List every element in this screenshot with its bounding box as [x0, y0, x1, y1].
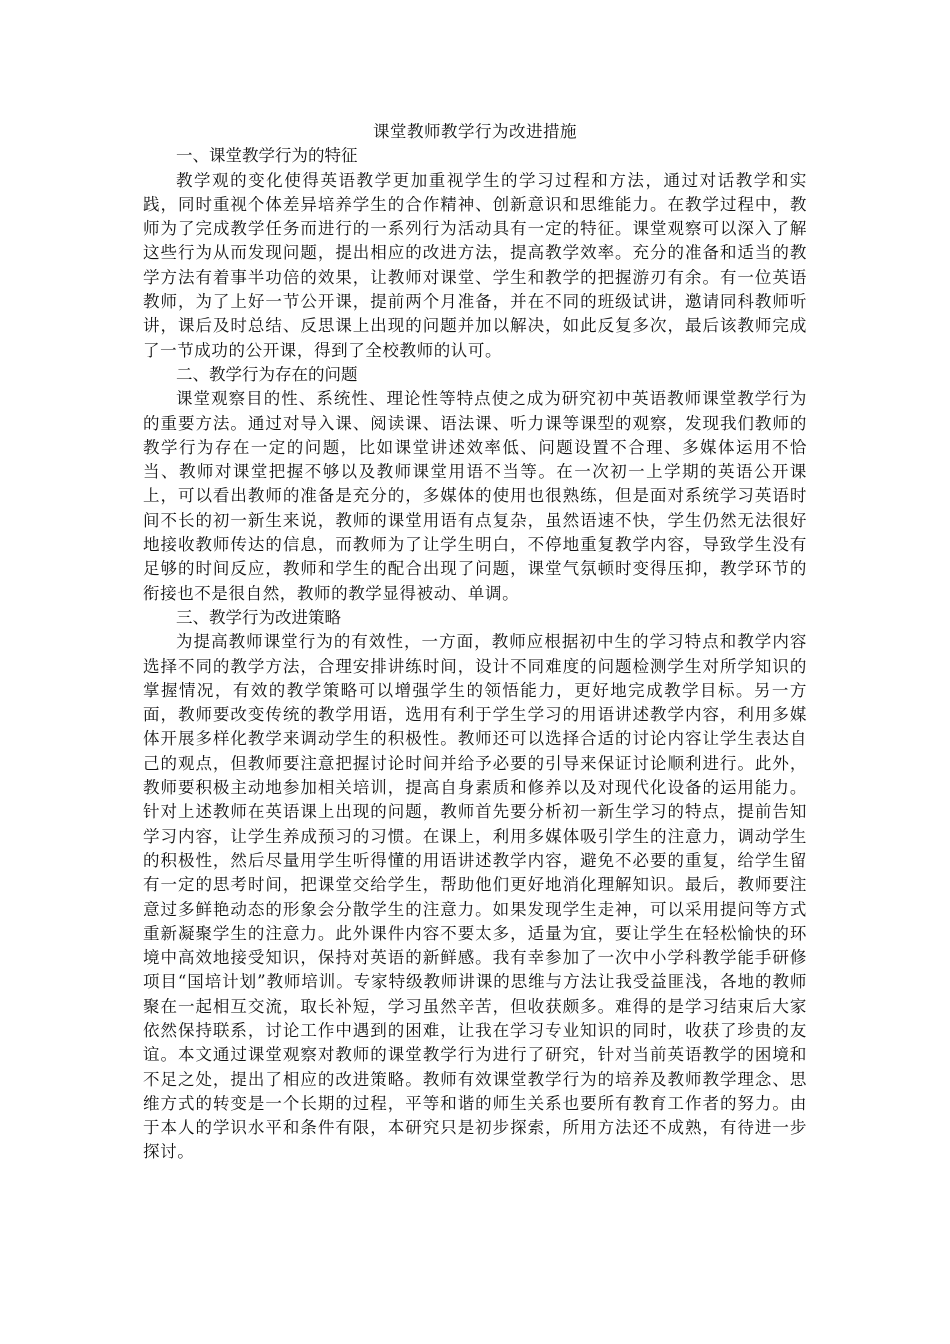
- section-2-paragraph: 课堂观察目的性、系统性、理论性等特点使之成为研究初中英语教师课堂教学行为的重要方法。通过对导入课、阅读课、语法课、听力课等课型的观察，发现我们教师的教学行为存在一定的问题，比如课堂讲述效率低、问题设置不合理、多媒体运用不恰当、教师对课堂把握不够以及教师课堂用语不当等。在一次初一上学期的英语公开课上，可以看出教师的准备是充分的，多媒体的使用也很熟练，但是面对系统学习英语时间不长的初一新生来说，教师的课堂用语有点复杂，虽然语速不快，学生仍然无法很好地接收教师传达的信息，而教师为了让学生明白，不停地重复教学内容，导致学生没有足够的时间反应，教师和学生的配合出现了问题，课堂气氛顿时变得压抑，教学环节的衔接也不是很自然，教师的教学显得被动、单调。: [143, 389, 807, 603]
- section-2-heading: 二、教学行为存在的问题: [176, 364, 358, 384]
- section-3-heading: 三、教学行为改进策略: [176, 607, 341, 627]
- section-3-paragraph: 为提高教师课堂行为的有效性，一方面，教师应根据初中生的学习特点和教学内容选择不同的教学方法，合理安排讲练时间，设计不同难度的问题检测学生对所学知识的掌握情况，有效的教学策略可以增强学生的领悟能力，更好地完成教学目标。另一方面，教师要改变传统的教学用语，选用有利于学生学习的用语讲述教学内容，利用多媒体开展多样化教学来调动学生的积极性。教师还可以选择合适的讨论内容让学生表达自己的观点，但教师要注意把握讨论时间并给予必要的引导来保证讨论顺利进行。此外，教师要积极主动地参加相关培训，提高自身素质和修养以及对现代化设备的运用能力。针对上述教师在英语课上出现的问题，教师首先要分析初一新生学习的特点，提前告知学习内容，让学生养成预习的习惯。在课上，利用多媒体吸引学生的注意力，调动学生的积极性，然后尽量用学生听得懂的用语讲述教学内容，避免不必要的重复，给学生留有一定的思考时间，把课堂交给学生，帮助他们更好地消化理解知识。最后，教师要注意过多鲜艳动态的形象会分散学生的注意力。如果发现学生走神，可以采用提问等方式重新凝聚学生的注意力。此外课件内容不要太多，适量为宜，要让学生在轻松愉快的环境中高效地接受知识，保持对英语的新鲜感。我有幸参加了一次中小学科教学能手研修项目“国培计划”教师培训。专家特级教师讲课的思维与方法让我受益匪浅，各地的教师聚在一起相互交流，取长补短，学习虽然辛苦，但收获颇多。难得的是学习结束后大家依然保持联系，讨论工作中遇到的困难，让我在学习专业知识的同时，收获了珍贵的友谊。本文通过课堂观察对教师的课堂教学行为进行了研究，针对当前英语教学的困境和不足之处，提出了相应的改进策略。教师有效课堂教学行为的培养及教师教学理念、思维方式的转变是一个长期的过程，平等和谐的师生关系也要所有教育工作者的努力。由于本人的学识水平和条件有限，本研究只是初步探索，所用方法还不成熟，有待进一步探讨。: [143, 632, 807, 1162]
- document-title: 课堂教师教学行为改进措施: [373, 122, 577, 141]
- section-1-heading: 一、课堂教学行为的特征: [176, 146, 358, 166]
- document-page: [143, 120, 807, 1165]
- section-1-paragraph: 教学观的变化使得英语教学更加重视学生的学习过程和方法，通过对话教学和实践，同时重视个体差异培养学生的合作精神、创新意识和思维能力。在教学过程中，教师为了完成教学任务而进行的一系列行为活动具有一定的特征。课堂观察可以深入了解这些行为从而发现问题，提出相应的改进方法，提高教学效率。充分的准备和适当的教学方法有着事半功倍的效果，让教师对课堂、学生和教学的把握游刃有余。有一位英语教师，为了上好一节公开课，提前两个月准备，并在不同的班级试讲，邀请同科教师听讲，课后及时总结、反思课上出现的问题并加以解决，如此反复多次，最后该教师完成了一节成功的公开课，得到了全校教师的认可。: [143, 170, 807, 360]
